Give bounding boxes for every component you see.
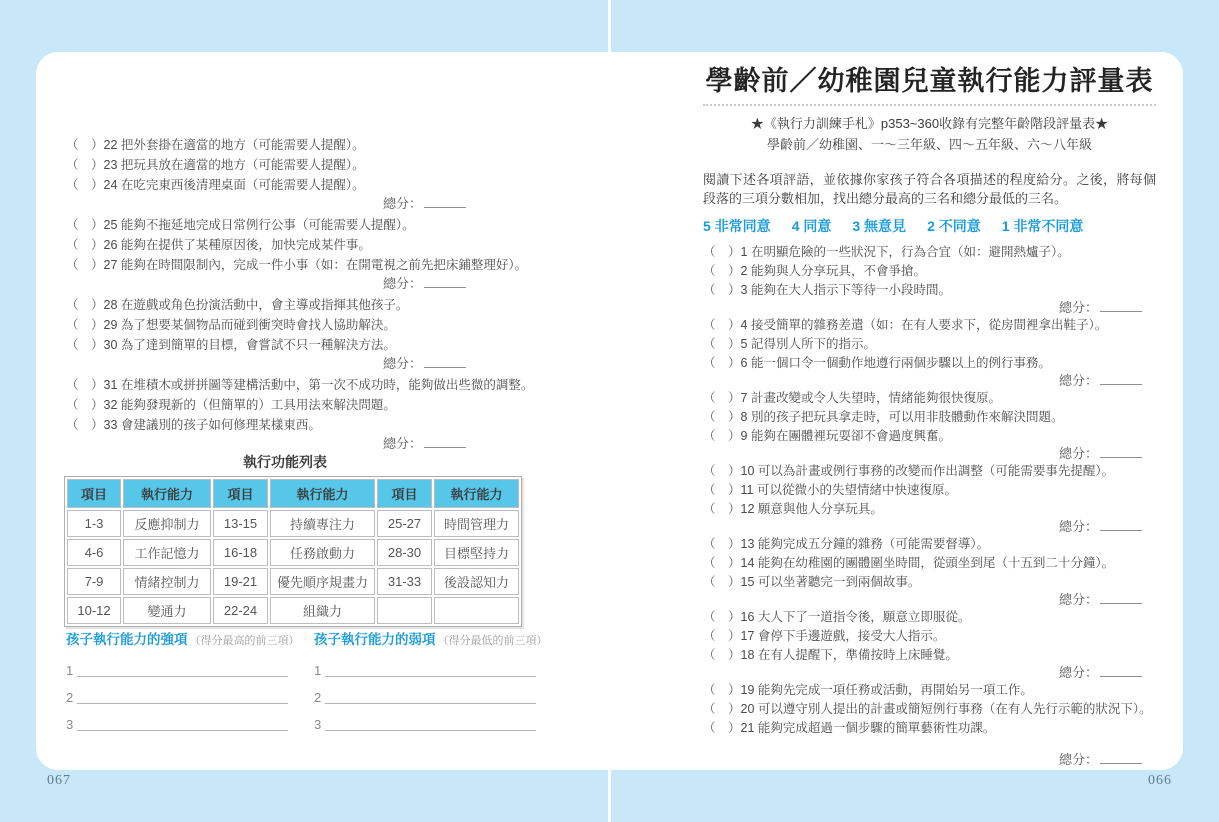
answer-blank: （ ） — [66, 138, 104, 152]
answer-blank: （ ） — [703, 556, 741, 570]
question-item — [703, 719, 1156, 738]
answer-blank: （ ） — [703, 575, 741, 589]
answer-blank: （ ） — [703, 629, 741, 643]
answer-blank: （ ） — [703, 264, 741, 278]
score-row — [703, 752, 1156, 768]
answer-blank: （ ） — [66, 178, 104, 192]
table-row — [67, 568, 519, 595]
right-page-content — [703, 52, 1156, 768]
blank-row-number: 3 — [314, 717, 322, 732]
answer-blank: （ ） — [66, 258, 104, 272]
strengths-subtitle: （得分最高的前三項） — [189, 635, 300, 647]
question-item — [703, 573, 1156, 592]
answer-blank: （ ） — [703, 683, 741, 697]
question-item — [703, 700, 1156, 719]
table-cell: 任務啟動力 — [270, 539, 375, 566]
table-cell: 22-24 — [213, 597, 268, 624]
blank-row-number: 1 — [314, 663, 322, 678]
table-cell: 目標堅持力 — [434, 539, 519, 566]
question-text: 1 在明顯危險的一些狀況下，行為合宜（如：避開熱爐子）。 — [740, 245, 1070, 259]
table-header-cell: 項目 — [213, 479, 268, 508]
answer-blank: （ ） — [66, 298, 104, 312]
score-label: 總分： — [1058, 300, 1098, 315]
question-text: 14 能夠在幼稚園的團體圍坐時間，從頭坐到尾（十五到二十分鐘）。 — [740, 556, 1115, 570]
question-item — [66, 375, 566, 395]
question-group — [703, 681, 1156, 768]
strengths-blank-row — [66, 651, 288, 678]
question-text: 4 接受簡單的雜務差遣（如：在有人要求下，從房間裡拿出鞋子）。 — [740, 318, 1108, 332]
age-groups-line: 學齡前／幼稚園、一～三年級、四～五年級、六～八年級 — [766, 137, 1092, 152]
question-text: 33 會建議別的孩子如何修理某樣東西。 — [103, 418, 321, 432]
weaknesses-blank-row — [314, 705, 536, 732]
score-label: 總分： — [382, 436, 422, 451]
page-number-left: 067 — [47, 773, 71, 788]
right-question-groups — [703, 243, 1156, 768]
rating-option: 1 非常不同意 — [1001, 218, 1084, 234]
rating-option: 4 同意 — [791, 218, 832, 234]
table-cell: 13-15 — [213, 510, 268, 537]
question-text: 16 大人下了一道指令後，願意立即服從。 — [740, 610, 971, 624]
instructions-paragraph: 閱讀下述各項評語，並依據你家孩子符合各項描述的程度給分。之後，將每個段落的三項分數相加，找出總分最高的三名和總分最低的三名。 — [703, 172, 1156, 206]
question-group — [703, 316, 1156, 389]
question-text: 2 能夠與人分享玩具，不會爭搶。 — [740, 264, 926, 278]
question-group — [703, 243, 1156, 316]
weaknesses-blank-row — [314, 678, 536, 705]
score-label: 總分： — [382, 196, 422, 211]
assessment-title: 學齡前／幼稚園兒童執行能力評量表 — [705, 66, 1154, 96]
table-cell: 工作記憶力 — [123, 539, 211, 566]
score-blank-line — [424, 446, 466, 448]
executive-function-table — [64, 476, 522, 627]
question-text: 23 把玩具放在適當的地方（可能需要人提醒）。 — [103, 158, 365, 172]
rating-option: 5 非常同意 — [703, 218, 771, 234]
answer-blank: （ ） — [66, 418, 104, 432]
question-text: 3 能夠在大人指示下等待一小段時間。 — [740, 283, 951, 297]
answer-blank: （ ） — [703, 318, 741, 332]
score-row — [703, 373, 1156, 389]
question-item — [703, 646, 1156, 665]
table-cell: 28-30 — [377, 539, 432, 566]
score-blank-line — [1100, 310, 1142, 312]
left-page-content — [36, 52, 608, 770]
question-text: 17 會停下手邊遊戲，接受大人指示。 — [740, 629, 946, 643]
table-cell: 組織力 — [270, 597, 375, 624]
question-item — [703, 427, 1156, 446]
score-blank-line — [424, 366, 466, 368]
question-group — [66, 375, 566, 451]
table-cell: 10-12 — [67, 597, 121, 624]
weaknesses-title: 孩子執行能力的弱項 — [314, 632, 436, 647]
table-cell: 變通力 — [123, 597, 211, 624]
weaknesses-blank-row — [314, 651, 536, 678]
question-text: 21 能夠完成超過一個步驟的簡單藝術性功課。 — [740, 721, 996, 735]
answer-blank: （ ） — [703, 537, 741, 551]
rating-option: 3 無意見 — [852, 218, 907, 234]
table-cell: 19-21 — [213, 568, 268, 595]
question-group — [66, 135, 566, 211]
table-header-cell: 項目 — [67, 479, 121, 508]
question-text: 28 在遊戲或角色扮演活動中，會主導或指揮其他孩子。 — [103, 298, 409, 312]
score-label: 總分： — [1058, 752, 1098, 767]
score-blank-line — [1100, 762, 1142, 764]
question-group — [66, 295, 566, 371]
question-text: 18 在有人提醒下，準備按時上床睡覺。 — [740, 648, 958, 662]
weaknesses-column — [314, 630, 548, 732]
question-item — [703, 262, 1156, 281]
title-dotted-rule — [703, 104, 1156, 106]
score-label: 總分： — [1058, 665, 1098, 680]
table-cell: 反應抑制力 — [123, 510, 211, 537]
score-blank-line — [424, 206, 466, 208]
question-item — [66, 135, 566, 155]
question-item — [703, 608, 1156, 627]
question-item — [66, 395, 566, 415]
blank-row-number: 1 — [66, 663, 74, 678]
question-text: 7 計畫改變或令人失望時，情緒能夠很快復原。 — [740, 391, 1001, 405]
score-blank-line — [1100, 529, 1142, 531]
table-cell — [377, 597, 432, 624]
question-item — [703, 316, 1156, 335]
answer-blank: （ ） — [66, 378, 104, 392]
rating-scale — [703, 216, 1156, 236]
question-item — [703, 535, 1156, 554]
question-text: 31 在堆積木或拼拼圖等建構活動中，第一次不成功時，能夠做出些微的調整。 — [103, 378, 534, 392]
answer-blank: （ ） — [703, 245, 741, 259]
score-row — [703, 665, 1156, 681]
answer-blank: （ ） — [703, 483, 741, 497]
score-blank-line — [1100, 675, 1142, 677]
question-text: 9 能夠在團體裡玩耍卻不會過度興奮。 — [740, 429, 951, 443]
question-item — [703, 281, 1156, 300]
question-item — [66, 255, 566, 275]
question-item — [703, 243, 1156, 262]
score-label: 總分： — [1058, 446, 1098, 461]
answer-blank: （ ） — [703, 648, 741, 662]
score-row — [703, 446, 1156, 462]
score-row — [66, 196, 566, 211]
strengths-column — [66, 630, 300, 732]
page-number-right: 066 — [1148, 773, 1172, 788]
blank-write-line — [325, 729, 536, 731]
answer-blank: （ ） — [703, 391, 741, 405]
weaknesses-subtitle: （得分最低的前三項） — [437, 635, 548, 647]
answer-blank: （ ） — [703, 464, 741, 478]
table-cell: 持續專注力 — [270, 510, 375, 537]
answer-blank: （ ） — [703, 721, 741, 735]
table-row — [67, 510, 519, 537]
score-row — [66, 356, 566, 371]
score-label: 總分： — [1058, 592, 1098, 607]
score-row — [66, 436, 566, 451]
answer-blank: （ ） — [703, 610, 741, 624]
question-text: 24 在吃完東西後清理桌面（可能需要人提醒）。 — [103, 178, 365, 192]
table-cell: 4-6 — [67, 539, 121, 566]
table-cell: 7-9 — [67, 568, 121, 595]
question-item — [66, 235, 566, 255]
right-page-sheet — [611, 52, 1183, 770]
book-page-right — [611, 0, 1219, 822]
question-text: 5 記得別人所下的指示。 — [740, 337, 876, 351]
handbook-note: ★《執行力訓練手札》p353~360收錄有完整年齡階段評量表★ — [750, 116, 1109, 131]
question-item — [703, 681, 1156, 700]
score-label: 總分： — [382, 276, 422, 291]
score-blank-line — [1100, 602, 1142, 604]
question-item — [703, 389, 1156, 408]
answer-blank: （ ） — [66, 338, 104, 352]
blank-write-line — [77, 702, 288, 704]
strengths-weaknesses-section — [66, 630, 548, 732]
table-cell: 情緒控制力 — [123, 568, 211, 595]
table-header-row — [67, 479, 519, 508]
table-row — [67, 597, 519, 624]
question-text: 27 能夠在時間限制內，完成一件小事（如：在開電視之前先把床鋪整理好）。 — [103, 258, 528, 272]
strengths-blank-row — [66, 705, 288, 732]
question-text: 29 為了想要某個物品而碰到衝突時會找人協助解決。 — [103, 318, 396, 332]
weaknesses-heading — [314, 630, 548, 651]
blank-write-line — [325, 675, 536, 677]
question-item — [703, 335, 1156, 354]
question-item — [66, 155, 566, 175]
book-page-left — [0, 0, 608, 822]
question-item — [703, 462, 1156, 481]
question-text: 22 把外套掛在適當的地方（可能需要人提醒）。 — [103, 138, 365, 152]
table-cell: 31-33 — [377, 568, 432, 595]
question-group — [703, 389, 1156, 462]
question-group — [703, 535, 1156, 608]
question-item — [703, 500, 1156, 519]
question-text: 11 可以從微小的失望情緒中快速復原。 — [740, 483, 957, 497]
table-cell: 25-27 — [377, 510, 432, 537]
table-header-cell: 項目 — [377, 479, 432, 508]
question-text: 13 能夠完成五分鐘的雜務（可能需要督導）。 — [740, 537, 990, 551]
blank-write-line — [77, 675, 288, 677]
table-header-cell: 執行能力 — [270, 479, 375, 508]
question-text: 6 能一個口令一個動作地遵行兩個步驟以上的例行事務。 — [740, 356, 1051, 370]
question-item — [703, 481, 1156, 500]
question-group — [66, 215, 566, 291]
table-cell: 16-18 — [213, 539, 268, 566]
table-cell: 時間管理力 — [434, 510, 519, 537]
blank-row-number: 3 — [66, 717, 74, 732]
table-header-cell: 執行能力 — [123, 479, 211, 508]
score-blank-line — [1100, 383, 1142, 385]
answer-blank: （ ） — [66, 238, 104, 252]
score-blank-line — [1100, 456, 1142, 458]
blank-row-number: 2 — [66, 690, 74, 705]
question-group — [703, 608, 1156, 681]
answer-blank: （ ） — [703, 502, 741, 516]
score-label: 總分： — [1058, 519, 1098, 534]
table-cell: 優先順序規畫力 — [270, 568, 375, 595]
score-label: 總分： — [382, 356, 422, 371]
score-row — [703, 519, 1156, 535]
blank-row-number: 2 — [314, 690, 322, 705]
question-item — [66, 295, 566, 315]
question-text: 8 別的孩子把玩具拿走時，可以用非肢體動作來解決問題。 — [740, 410, 1064, 424]
answer-blank: （ ） — [703, 410, 741, 424]
question-group — [703, 462, 1156, 535]
answer-blank: （ ） — [66, 158, 104, 172]
table-title: 執行功能列表 — [243, 454, 327, 470]
table-cell: 後設認知力 — [434, 568, 519, 595]
question-text: 30 為了達到簡單的目標，會嘗試不只一種解決方法。 — [103, 338, 396, 352]
question-item — [703, 354, 1156, 373]
score-row — [66, 276, 566, 291]
strengths-heading — [66, 630, 300, 651]
question-text: 32 能夠發現新的（但簡單的）工具用法來解決問題。 — [103, 398, 396, 412]
question-item — [66, 315, 566, 335]
table-cell: 1-3 — [67, 510, 121, 537]
left-question-groups — [66, 135, 566, 455]
score-blank-line — [424, 286, 466, 288]
answer-blank: （ ） — [66, 218, 104, 232]
score-row — [703, 300, 1156, 316]
question-item — [66, 415, 566, 435]
strengths-blank-row — [66, 678, 288, 705]
question-text: 12 願意與他人分享玩具。 — [740, 502, 883, 516]
answer-blank: （ ） — [703, 429, 741, 443]
answer-blank: （ ） — [703, 702, 741, 716]
question-text: 15 可以坐著聽完一到兩個故事。 — [740, 575, 921, 589]
table-cell — [434, 597, 519, 624]
blank-write-line — [325, 702, 536, 704]
blank-write-line — [77, 729, 288, 731]
question-item — [703, 554, 1156, 573]
score-label: 總分： — [1058, 373, 1098, 388]
question-item — [66, 215, 566, 235]
answer-blank: （ ） — [66, 398, 104, 412]
question-text: 19 能夠先完成一項任務或活動，再開始另一項工作。 — [740, 683, 1033, 697]
question-item — [66, 175, 566, 195]
question-text: 10 可以為計畫或例行事務的改變而作出調整（可能需要事先提醒）。 — [740, 464, 1115, 478]
table-row — [67, 539, 519, 566]
score-row — [703, 592, 1156, 608]
answer-blank: （ ） — [703, 283, 741, 297]
strengths-title: 孩子執行能力的強項 — [66, 632, 188, 647]
left-page-sheet — [36, 52, 608, 770]
rating-option: 2 不同意 — [927, 218, 981, 234]
question-item — [66, 335, 566, 355]
answer-blank: （ ） — [703, 337, 741, 351]
table-header-cell: 執行能力 — [434, 479, 519, 508]
answer-blank: （ ） — [66, 318, 104, 332]
question-item — [703, 627, 1156, 646]
question-text: 20 可以遵守別人提出的計畫或簡短例行事務（在有人先行示範的狀況下）。 — [740, 702, 1152, 716]
answer-blank: （ ） — [703, 356, 741, 370]
question-item — [703, 408, 1156, 427]
question-text: 25 能夠不拖延地完成日常例行公事（可能需要人提醒）。 — [103, 218, 415, 232]
question-text: 26 能夠在提供了某種原因後，加快完成某件事。 — [103, 238, 371, 252]
